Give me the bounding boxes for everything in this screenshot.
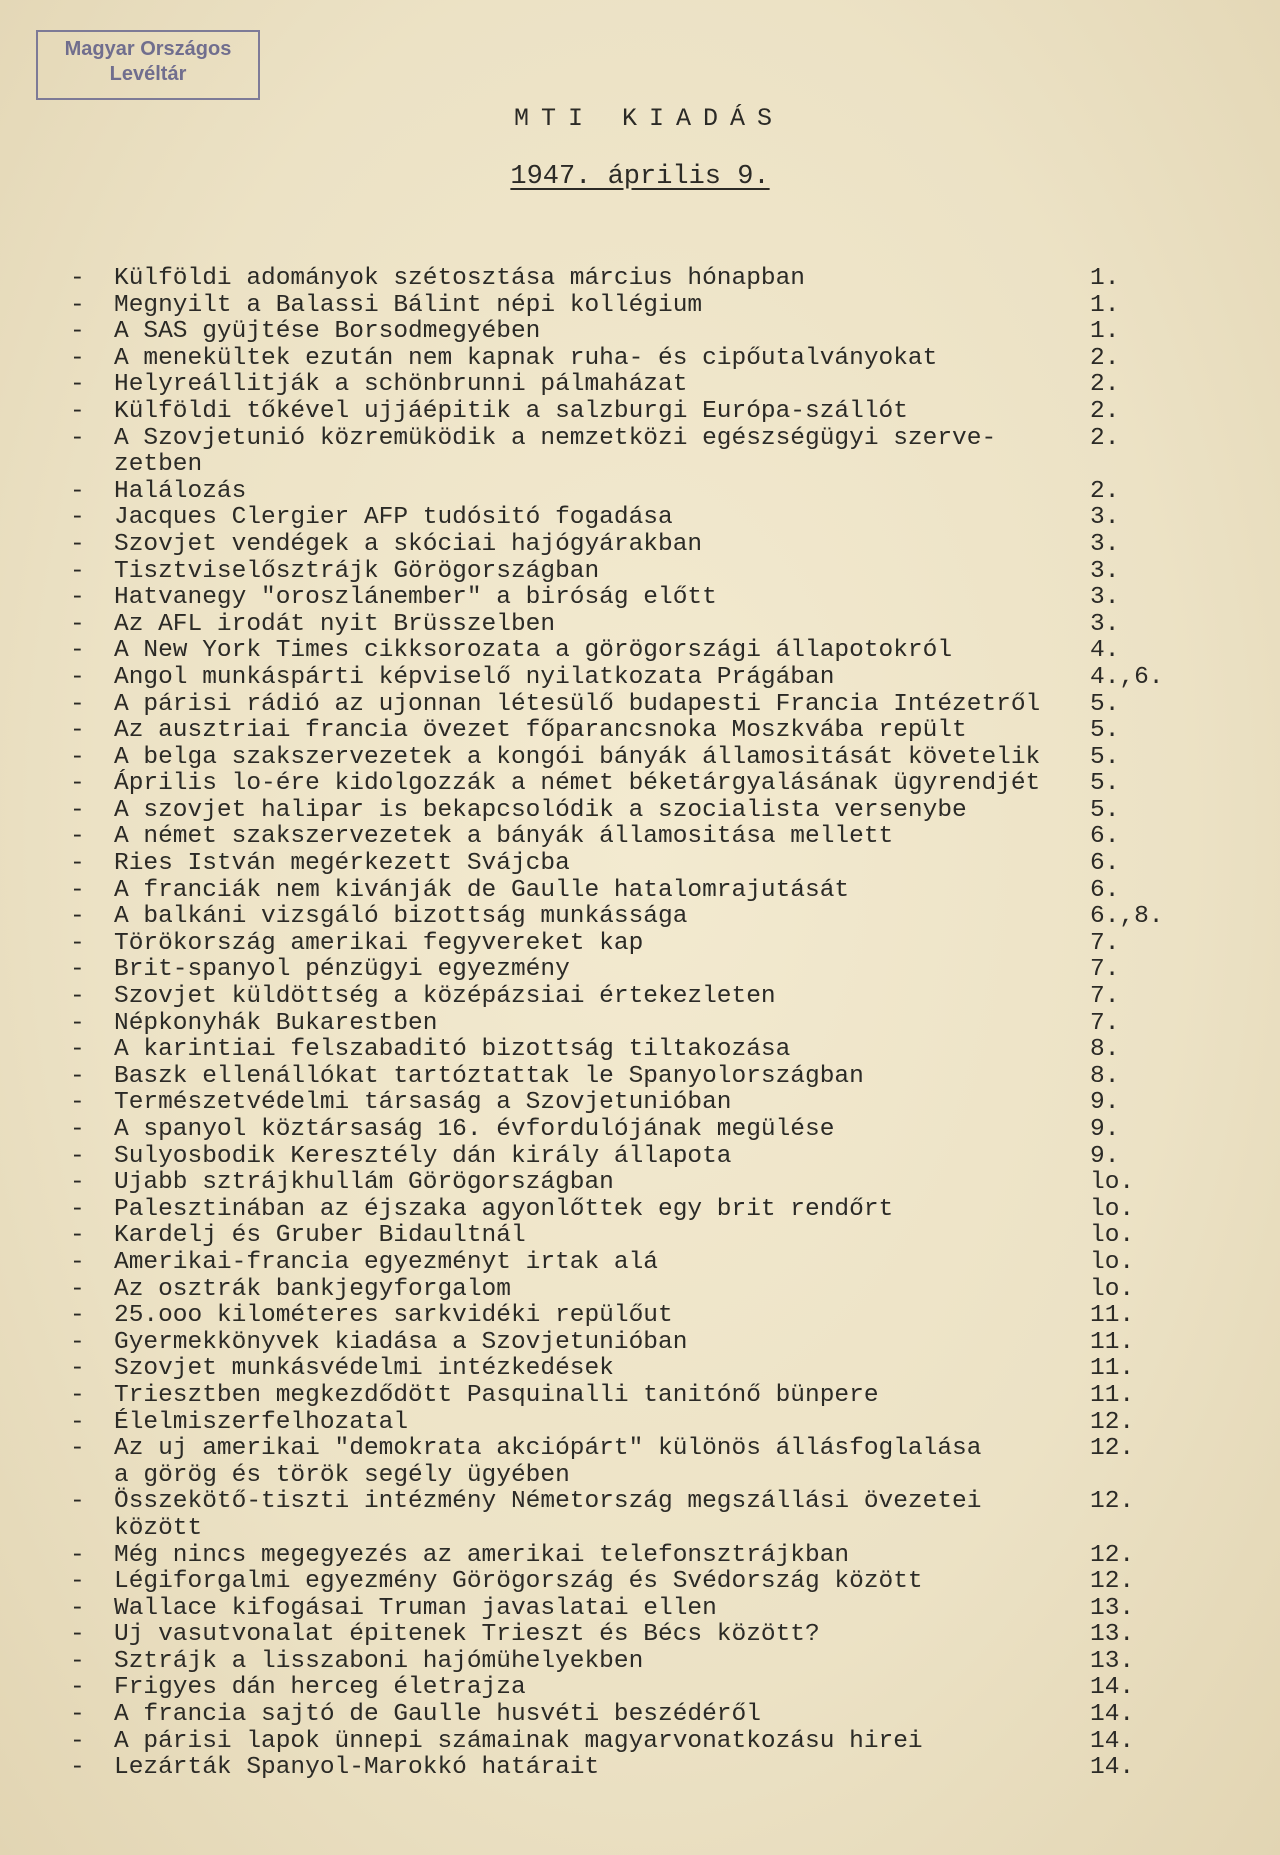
toc-item-title: Április lo-ére kidolgozzák a német béketárgyalásának ügyrendjét [114,770,1041,798]
toc-item-dash: - [70,610,85,638]
toc-item-dash: - [70,1089,85,1117]
toc-item-title: Megnyilt a Balassi Bálint népi kollégium [114,291,703,319]
toc-item-title: A balkáni vizsgáló bizottság munkássága [114,903,688,931]
toc-item [70,1649,1250,1676]
toc-item [70,718,1250,745]
toc-item-page: 9. [1090,1116,1120,1143]
toc-item [70,1356,1250,1383]
toc-item-page: 7. [1090,929,1120,957]
toc-item [70,505,1250,532]
toc-item-dash: - [70,1541,85,1569]
toc-item [70,1489,1250,1542]
toc-item-title: Törökország amerikai fegyvereket kap [114,929,644,957]
toc-item [70,1755,1250,1782]
toc-item-page: 13. [1090,1594,1135,1622]
toc-item-dash: - [70,1009,85,1037]
toc-item-dash: - [70,291,85,319]
toc-item [70,851,1250,878]
toc-item-dash: - [70,850,85,878]
toc-item [70,1675,1250,1702]
toc-item [70,984,1250,1011]
toc-item [70,1064,1250,1091]
toc-item-dash: - [70,663,85,691]
toc-item-title: Az AFL irodát nyit Brüsszelben [114,610,556,638]
toc-item-title: Szovjet vendégek a skóciai hajógyárakban [114,530,703,558]
toc-item-page: 1. [1090,291,1120,319]
toc-item-page: 2. [1090,424,1120,452]
toc-item-dash: - [70,770,85,798]
toc-item-dash: - [70,1355,85,1383]
toc-item-page: 2. [1090,477,1120,505]
toc-item-dash: - [70,743,85,771]
toc-item-title: Az osztrák bankjegyforgalom [114,1275,511,1303]
toc-item-dash: - [70,1594,85,1622]
toc-item-dash: - [70,344,85,372]
toc-item [70,319,1250,346]
toc-item-page: 12. [1090,1435,1135,1463]
toc-item-page: 9. [1090,1089,1120,1117]
toc-item-dash: - [70,530,85,558]
toc-item-page: 3. [1090,530,1120,558]
toc-item-page: 6. [1090,876,1120,904]
toc-item-page: 12. [1090,1408,1135,1436]
toc-item-dash: - [70,1647,85,1675]
toc-item-dash: - [70,1488,85,1516]
toc-item-dash: - [70,637,85,665]
archive-stamp [36,30,260,100]
toc-item-page: 13. [1090,1647,1135,1675]
toc-item-page: 12. [1090,1488,1135,1516]
toc-item-title: Triesztben megkezdődött Pasquinalli tanitónő bünpere [114,1381,879,1409]
toc-item-title: A párisi lapok ünnepi számainak magyarvonatkozásu hirei [114,1727,923,1755]
toc-item-page: 11. [1090,1328,1135,1356]
toc-item-dash: - [70,265,85,292]
toc-item-page: 6.,8. [1090,903,1164,931]
toc-item [70,878,1250,905]
toc-item-dash: - [70,424,85,452]
toc-item-dash: - [70,929,85,957]
toc-item [70,957,1250,984]
toc-item-dash: - [70,1142,85,1170]
toc-item-page: 5. [1090,796,1120,824]
toc-item-dash: - [70,717,85,745]
toc-item-title: Még nincs megegyezés az amerikai telefonsztrájkban [114,1541,850,1569]
toc-item-title: A francia sajtó de Gaulle husvéti beszédéről [114,1701,761,1729]
toc-item-dash: - [70,876,85,904]
toc-item-page: 3. [1090,557,1120,585]
toc-item [70,346,1250,373]
toc-item-dash: - [70,1408,85,1436]
toc-item-page: 4.,6. [1090,663,1164,691]
toc-item [70,904,1250,931]
toc-item-title: Ries István megérkezett Svájcba [114,850,570,878]
toc-item-page: 5. [1090,770,1120,798]
toc-item-page: 12. [1090,1568,1135,1596]
toc-item-page: 7. [1090,983,1120,1011]
toc-item-title: Természetvédelmi társaság a Szovjetunióban [114,1089,732,1117]
toc-item-dash: - [70,1568,85,1596]
document-date-wrapper [0,162,1280,192]
toc-item-title: Népkonyhák Bukarestben [114,1009,438,1037]
document-title: MTI KIADÁS [513,104,785,133]
toc-item [70,1622,1250,1649]
toc-item [70,293,1250,320]
toc-item-title: 25.ooo kilométeres sarkvidéki repülőut [114,1302,673,1330]
toc-item-title: A spanyol köztársaság 16. évfordulójának megülése [114,1116,835,1143]
toc-item-dash: - [70,1621,85,1649]
toc-item-title: A franciák nem kivánják de Gaulle hatalomrajutását [114,876,850,904]
toc-item [70,1011,1250,1038]
toc-item-dash: - [70,823,85,851]
document-date: 1947. április 9. [510,162,770,192]
toc-item-title: A belga szakszervezetek a kongói bányák államositását követelik [114,743,1041,771]
toc-item-dash: - [70,1435,85,1463]
toc-item-title: A menekültek ezután nem kapnak ruha- és cipőutalványokat [114,344,938,372]
toc-item-page: 6. [1090,850,1120,878]
toc-item-page: 3. [1090,504,1120,532]
toc-item-page: 12. [1090,1541,1135,1569]
toc-item-dash: - [70,557,85,585]
toc-item-title: Az uj amerikai "demokrata akciópárt" különös állásfoglalása a görög és török segély ügyében [114,1435,982,1489]
toc-item-title: A párisi rádió az ujonnan létesülő budapesti Francia Intézetről [114,690,1041,718]
toc-item [70,1223,1250,1250]
toc-item [70,665,1250,692]
toc-item-page: 14. [1090,1727,1135,1755]
toc-item [70,1436,1250,1489]
toc-item-dash: - [70,1036,85,1064]
toc-item-page: 13. [1090,1621,1135,1649]
toc-item-title: Az ausztriai francia övezet főparancsnoka Moszkvába repült [114,717,967,745]
toc-item-page: 11. [1090,1355,1135,1383]
toc-item-page: 7. [1090,1009,1120,1037]
toc-item-dash: - [70,371,85,399]
toc-item [70,1197,1250,1224]
toc-item [70,532,1250,559]
toc-item-dash: - [70,318,85,346]
toc-item-dash: - [70,1195,85,1223]
toc-item [70,1277,1250,1304]
toc-item [70,824,1250,851]
toc-item [70,1410,1250,1437]
toc-item [70,559,1250,586]
toc-item-title: Ujabb sztrájkhullám Görögországban [114,1169,614,1197]
toc-item-dash: - [70,1275,85,1303]
toc-item-title: Angol munkáspárti képviselő nyilatkozata Prágában [114,663,835,691]
toc-item-page: 5. [1090,743,1120,771]
toc-item-page: 6. [1090,823,1120,851]
toc-item-title: Gyermekkönyvek kiadása a Szovjetunióban [114,1328,688,1356]
toc-item-page: 9. [1090,1142,1120,1170]
toc-item-title: Légiforgalmi egyezmény Görögország és Svédország között [114,1568,923,1596]
toc-item-page: 14. [1090,1701,1135,1729]
table-of-contents [70,266,1250,1782]
toc-item-dash: - [70,1222,85,1250]
toc-item-title: A szovjet halipar is bekapcsolódik a szocialista versenybe [114,796,967,824]
toc-item-dash: - [70,903,85,931]
toc-item-title: Szovjet küldöttség a középázsiai értekezleten [114,983,776,1011]
toc-item-page: 3. [1090,584,1120,612]
toc-item [70,1037,1250,1064]
toc-item-dash: - [70,690,85,718]
toc-item-page: 4. [1090,637,1120,665]
toc-item [70,1596,1250,1623]
toc-item-title: Jacques Clergier AFP tudósitó fogadása [114,504,673,532]
toc-item-title: Kardelj és Gruber Bidaultnál [114,1222,526,1250]
toc-item-title: Szovjet munkásvédelmi intézkedések [114,1355,614,1383]
toc-item-page: 1. [1090,318,1120,346]
toc-item-title: Sulyosbodik Keresztély dán király állapota [114,1142,732,1170]
toc-item-dash: - [70,983,85,1011]
toc-item-page: 8. [1090,1036,1120,1064]
toc-item-page: lo. [1090,1169,1135,1197]
toc-item [70,426,1250,479]
toc-item [70,612,1250,639]
toc-item-page: 11. [1090,1302,1135,1330]
toc-item [70,1330,1250,1357]
toc-item-title: Baszk ellenállókat tartóztattak le Spanyolországban [114,1062,864,1090]
toc-item [70,1170,1250,1197]
toc-item [70,745,1250,772]
toc-item-page: 2. [1090,397,1120,425]
toc-item-dash: - [70,796,85,824]
toc-item-dash: - [70,1381,85,1409]
stamp-line-2: Levéltár [109,63,187,85]
toc-item [70,1250,1250,1277]
toc-item-title: Összekötő-tiszti intézmény Németország megszállási övezetei között [114,1488,982,1542]
toc-item-title: Uj vasutvonalat épitenek Trieszt és Bécs között? [114,1621,820,1649]
toc-item-dash: - [70,1701,85,1729]
stamp-line-1: Magyar Országos [64,38,232,60]
toc-item-page: 14. [1090,1674,1135,1702]
toc-item-title: Élelmiszerfelhozatal [114,1408,409,1436]
toc-item-title: Frigyes dán herceg életrajza [114,1674,526,1702]
toc-item-page: 2. [1090,344,1120,372]
toc-item-dash: - [70,1116,85,1143]
toc-item-dash: - [70,1328,85,1356]
toc-item [70,1702,1250,1729]
toc-item [70,1090,1250,1117]
toc-item [70,399,1250,426]
toc-item-dash: - [70,397,85,425]
toc-item [70,266,1250,293]
toc-item-page: 3. [1090,610,1120,638]
toc-item [70,585,1250,612]
toc-item-title: Palesztinában az éjszaka agyonlőttek egy brit rendőrt [114,1195,894,1223]
toc-item [70,372,1250,399]
toc-item-title: Wallace kifogásai Truman javaslatai ellen [114,1594,717,1622]
toc-item-title: A karintiai felszabaditó bizottság tiltakozása [114,1036,791,1064]
toc-item-dash: - [70,1062,85,1090]
toc-item-title: A német szakszervezetek a bányák államositása mellett [114,823,894,851]
toc-item-dash: - [70,584,85,612]
toc-item-title: Külföldi tőkével ujjáépitik a salzburgi Európa-szállót [114,397,908,425]
toc-item [70,479,1250,506]
toc-item-title: A New York Times cikksorozata a görögországi állapotokról [114,637,953,665]
toc-item-page: 11. [1090,1381,1135,1409]
toc-item [70,1543,1250,1570]
toc-item-title: Amerikai-francia egyezményt irtak alá [114,1248,658,1276]
toc-item [70,1144,1250,1171]
toc-item-page: 5. [1090,717,1120,745]
toc-item [70,1303,1250,1330]
toc-item-page: lo. [1090,1222,1135,1250]
toc-item [70,771,1250,798]
toc-item-dash: - [70,1169,85,1197]
toc-item-page: 14. [1090,1754,1135,1782]
toc-item-page: 1. [1090,265,1120,292]
toc-item [70,798,1250,825]
toc-item-page: 5. [1090,690,1120,718]
toc-item [70,1383,1250,1410]
toc-item-title: Sztrájk a lisszaboni hajómühelyekben [114,1647,644,1675]
toc-item-title: Tisztviselősztrájk Görögországban [114,557,600,585]
toc-item-dash: - [70,1674,85,1702]
toc-item [70,1729,1250,1756]
toc-item [70,692,1250,719]
toc-item [70,1117,1250,1144]
toc-item-dash: - [70,477,85,505]
toc-item-dash: - [70,1248,85,1276]
toc-item-title: Halálozás [114,477,247,505]
toc-item-dash: - [70,1302,85,1330]
toc-item-title: Helyreállitják a schönbrunni pálmaházat [114,371,688,399]
toc-item [70,931,1250,958]
toc-item-dash: - [70,504,85,532]
toc-item-page: 8. [1090,1062,1120,1090]
toc-item [70,1569,1250,1596]
toc-item-page: lo. [1090,1195,1135,1223]
toc-item-title: Brit-spanyol pénzügyi egyezmény [114,956,570,984]
toc-item-title: Lezárták Spanyol-Marokkó határait [114,1754,600,1782]
toc-item-page: lo. [1090,1248,1135,1276]
toc-item-title: A SAS gyüjtése Borsodmegyében [114,318,541,346]
toc-item-page: 7. [1090,956,1120,984]
toc-item-title: A Szovjetunió közremüködik a nemzetközi egészségügyi szerve- zetben [114,424,997,479]
toc-item-dash: - [70,1754,85,1782]
toc-item-title: Hatvanegy "oroszlánember" a biróság előtt [114,584,717,612]
toc-item-page: 2. [1090,371,1120,399]
toc-item [70,638,1250,665]
toc-item-dash: - [70,956,85,984]
toc-item-page: lo. [1090,1275,1135,1303]
toc-item-title: Külföldi adományok szétosztása március hónapban [114,265,806,292]
toc-item-dash: - [70,1727,85,1755]
